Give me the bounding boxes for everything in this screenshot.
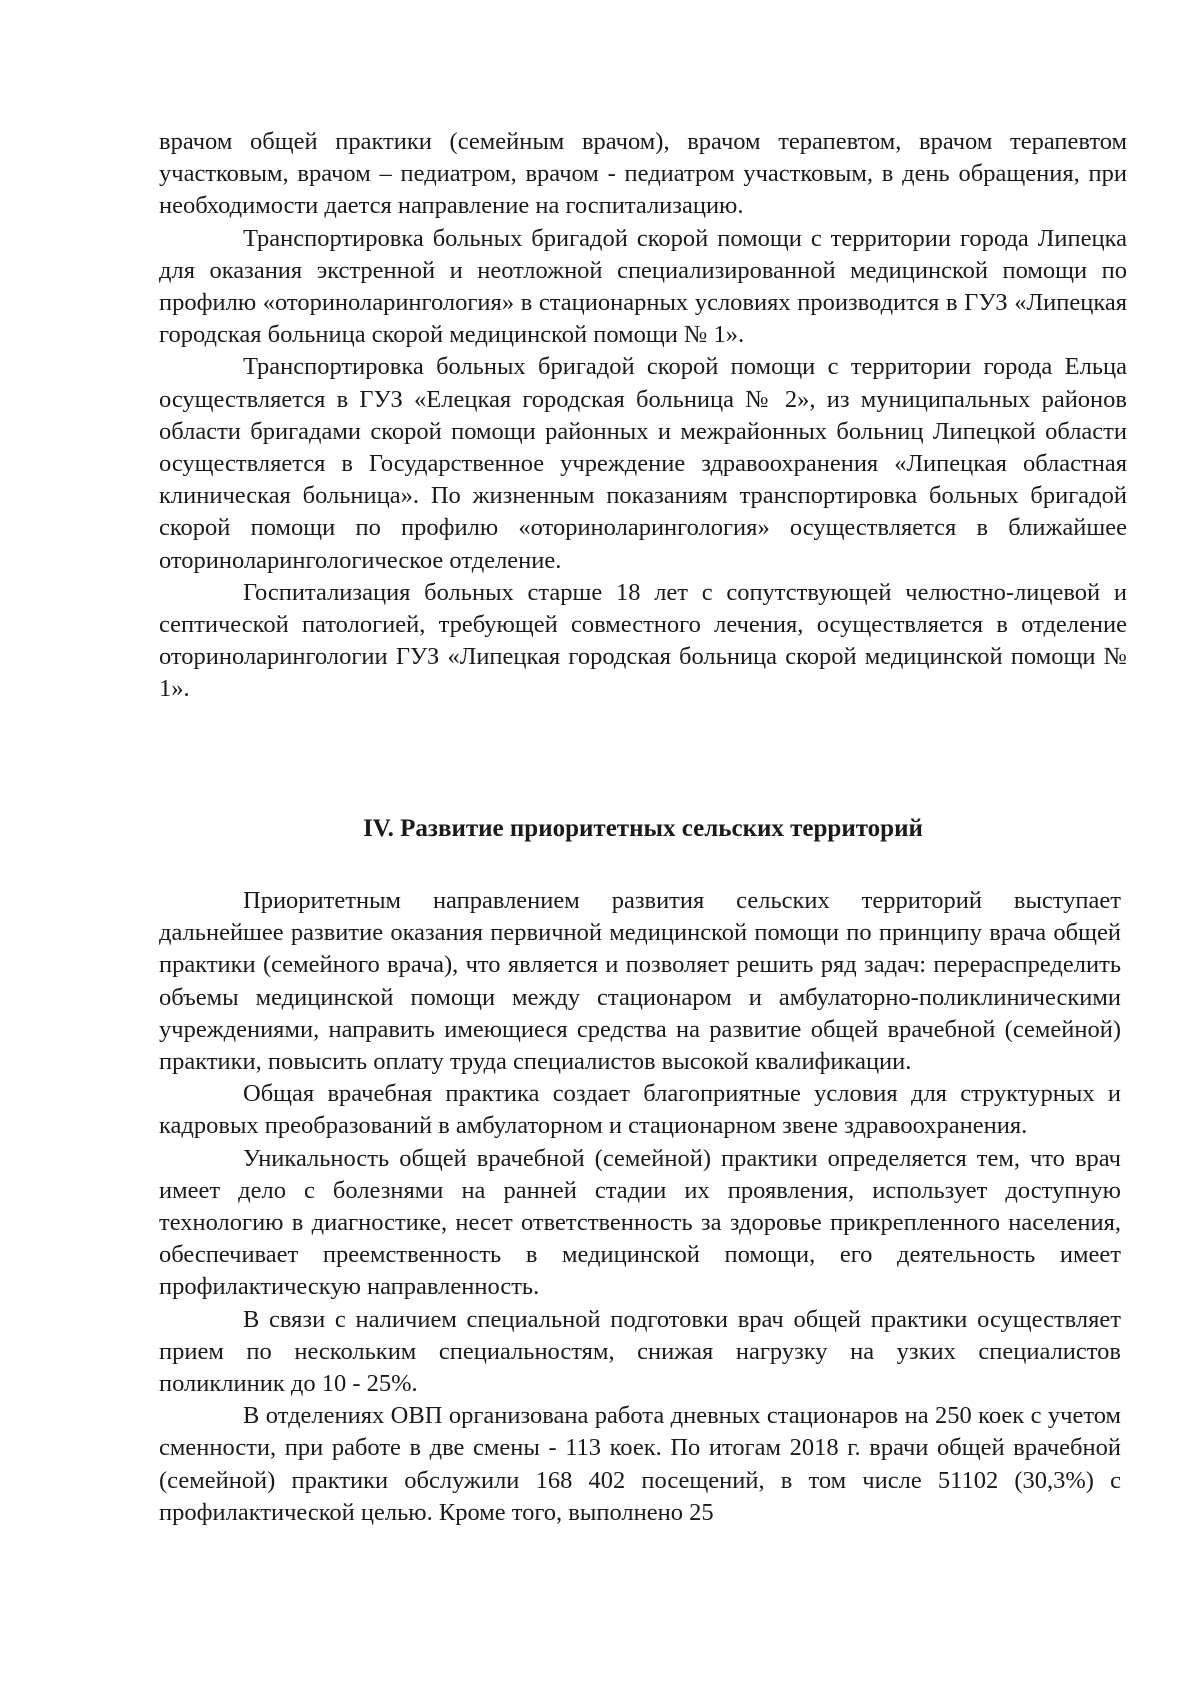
paragraph-day-hospitals: В отделениях ОВП организована работа дневных стационаров на 250 коек с учетом сменности, при работе в две смены - 113 коек. По итогам 2018 г. врачи общей врачебной (семейной) практики обслужили 168 402 посещений, в том числе 51102 (30,3%) с профилактической целью. Кроме того, выполнено 25 [159,1402,1121,1526]
section-heading: IV. Развитие приоритетных сельских территорий [363,815,923,842]
paragraph-hospitalization: Госпитализация больных старше 18 лет с сопутствующей челюстно-лицевой и септической патологией, требующей совместного лечения, осуществляется в отделение оториноларингологии ГУЗ «Липецкая городская больница скорой медицинской помощи № 1». [159,578,1127,703]
paragraph-transport-lipetsk: Транспортировка больных бригадой скорой помощи с территории города Липецка для оказания экстренной и неотложной специализированной медицинской помощи по профилю «оториноларингология» в стационарных условиях производится в ГУЗ «Липецкая городская больница скорой медицинской помощи № 1». [159,224,1127,349]
paragraph-uniqueness: Уникальность общей врачебной (семейной) практики определяется тем, что врач имеет дело с болезнями на ранней стадии их проявления, использует доступную технологию в диагностике, несет ответственность за здоровье прикрепленного населения, обеспечивает преемственность в медицинской помощи, его деятельность имеет профилактическую направленность. [159,1144,1121,1301]
paragraph-priority-direction: Приоритетным направлением развития сельских территорий выступает дальнейшее развитие оказания первичной медицинской помощи по принципу врача общей практики (семейного врача), что является и позволяет решить ряд задач: перераспределить объемы медицинской помощи между стационаром и амбулаторно-поликлиническими учреждениями, направить имеющиеся средства на развитие общей врачебной (семейной) практики, повысить оплату труда специалистов высокой квалификации. [159,887,1121,1076]
section-text-block [159,885,1121,1529]
paragraph-transport-yelets: Транспортировка больных бригадой скорой помощи с территории города Ельца осуществляется в ГУЗ «Елецкая городская больница № 2», из муниципальных районов области бригадами скорой помощи районных и межрайонных больниц Липецкой области осуществляется в Государственное учреждение здравоохранения «Липецкая областная клиническая больница». По жизненным показаниям транспортировка больных бригадой скорой помощи по профилю «оториноларингология» осуществляется в ближайшее оториноларингологическое отделение. [159,353,1127,574]
paragraph-specialties: В связи с наличием специальной подготовки врач общей практики осуществляет прием по нескольким специальностям, снижая нагрузку на узких специалистов поликлиник до 10 - 25%. [159,1305,1121,1398]
top-text-block [159,126,1127,706]
paragraph-continuation: врачом общей практики (семейным врачом), врачом терапевтом, врачом терапевтом участковым, врачом – педиатром, врачом - педиатром участковым, в день обращения, при необходимости дается направление на госпитализацию. [159,128,1127,220]
paragraph-general-practice: Общая врачебная практика создает благоприятные условия для структурных и кадровых преобразований в амбулаторном и стационарном звене здравоохранения. [159,1080,1121,1140]
